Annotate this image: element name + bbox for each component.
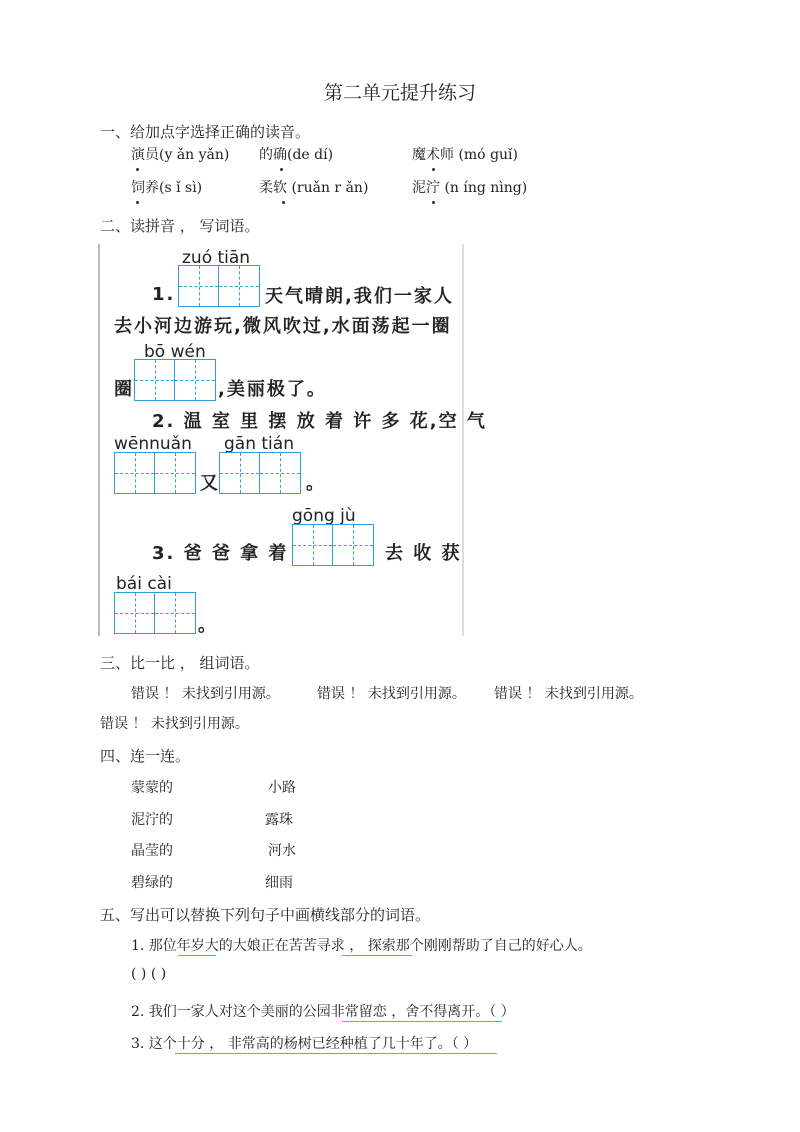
error-text: 错误 ！ 未找到引用源。 — [131, 686, 280, 702]
underline-mark — [175, 1053, 497, 1054]
underline-mark — [342, 1021, 502, 1022]
pinyin-label: wēnnuǎn — [114, 434, 192, 454]
writing-grid[interactable] — [292, 524, 374, 566]
exercise-text: 又 — [200, 473, 220, 494]
section2-heading: 二、读拼音 ， 写词语。 — [100, 217, 260, 235]
emphasis-dot — [136, 201, 139, 204]
question-sentence: 3. 这个十分 ， 非常高的杨树已经种植了几十年了。（ ） — [131, 1036, 478, 1052]
writing-grid[interactable] — [114, 452, 196, 494]
writing-grid[interactable] — [219, 452, 301, 494]
pinyin-label: bái cài — [116, 574, 172, 594]
emphasis-dot — [280, 168, 283, 171]
error-text: 错误 ！ 未找到引用源。 — [494, 686, 643, 702]
exercise-text: 去小河边游玩,微风吹过,水面荡起一圈 — [114, 316, 452, 337]
writing-grid[interactable] — [114, 592, 196, 634]
match-right-item: 河水 — [268, 843, 296, 859]
emphasis-dot — [432, 168, 435, 171]
pinyin-label: bō wén — [144, 342, 206, 362]
match-right-item: 小路 — [268, 780, 296, 796]
page-title: 第二单元提升练习 — [323, 82, 476, 104]
question-sentence: 1. 那位年岁大的大娘正在苦苦寻求 ， 探索那个刚刚帮助了自己的好心人。 — [131, 938, 592, 954]
question-sentence: 2. 我们一家人对这个美丽的公园非常留恋 ，舍不得离开。（ ） — [131, 1004, 515, 1020]
error-text: 错误 ！ 未找到引用源。 — [100, 716, 249, 732]
exercise-text: 2. 温 室 里 摆 放 着 许 多 花,空 气 — [152, 411, 487, 432]
question-item: 饲养(s ǐ sì) — [131, 180, 203, 196]
question-item: 的确(de dí) — [259, 147, 334, 163]
emphasis-dot — [432, 201, 435, 204]
match-right-item: 露珠 — [265, 812, 293, 828]
section5-heading: 五、写出可以替换下列句子中画横线部分的词语。 — [100, 906, 431, 924]
match-left-item: 蒙蒙的 — [131, 780, 173, 796]
pinyin-label: gān tián — [224, 434, 294, 454]
line-number: 1. — [152, 284, 176, 305]
answer-blanks[interactable]: ( ) ( ) — [131, 966, 167, 982]
section4-heading: 四、连一连。 — [100, 747, 191, 765]
question-item: 魔术师 (mó guǐ) — [412, 147, 518, 163]
emphasis-dot — [136, 168, 139, 171]
exercise-text: ,美丽极了。 — [218, 379, 327, 400]
match-left-item: 泥泞的 — [131, 812, 173, 828]
exercise-text: 3. 爸 爸 拿 着 — [152, 543, 289, 564]
exercise-text: 。 — [198, 615, 218, 636]
section3-heading: 三、比一比 ， 组词语。 — [100, 654, 260, 672]
exercise-text: 去 收 获 — [385, 543, 462, 564]
emphasis-dot — [282, 201, 285, 204]
exercise-text: 圈 — [114, 379, 134, 400]
question-item: 演员(y ǎn yǎn) — [131, 147, 230, 163]
match-left-item: 碧绿的 — [131, 875, 173, 891]
question-item: 柔软 (ruǎn r ǎn) — [259, 180, 369, 196]
question-item: 泥泞 (n íng nìng) — [412, 180, 528, 196]
exercise-text: 。 — [306, 473, 326, 494]
pinyin-exercise-image — [98, 244, 487, 636]
underline-mark — [178, 955, 216, 956]
match-left-item: 晶莹的 — [131, 843, 173, 859]
writing-grid[interactable] — [134, 359, 216, 401]
match-right-item: 细雨 — [265, 875, 293, 891]
writing-grid[interactable] — [178, 265, 260, 307]
pinyin-label: zuó tiān — [182, 248, 251, 268]
error-text: 错误 ！ 未找到引用源。 — [317, 686, 466, 702]
pinyin-label: gōng jù — [292, 506, 356, 526]
section1-heading: 一、给加点字选择正确的读音。 — [100, 123, 311, 141]
exercise-text: 天气晴朗,我们一家人 — [265, 286, 454, 307]
underline-mark — [342, 955, 412, 956]
